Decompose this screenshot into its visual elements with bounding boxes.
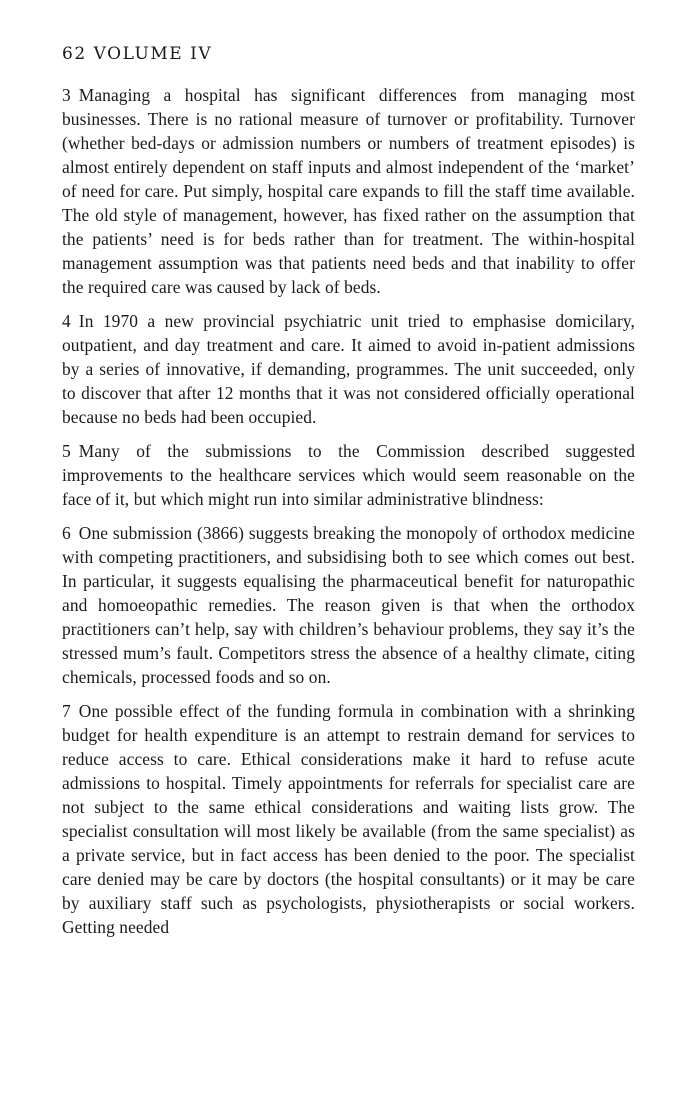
page-number: 62: [62, 44, 87, 64]
paragraph-text: Managing a hospital has significant differences from managing most businesses. There is no rational measure of turnover or profitability. Turnover (whether bed-days or admission numbers or numbers of treatment episodes) is almost entirely dependent on staff inputs and almost independent of the ‘market’ of need for care. Put simply, hospital care expands to fill the staff time available. The old style of management, however, has fixed rather on the assumption that the patients’ need is for beds rather than for treatment. The within-hospital management assumption was that patients need beds and that inability to offer the required care was caused by lack of beds.: [62, 85, 635, 298]
paragraph-text: Many of the submissions to the Commission described suggested improvements to the healthcare services which would seem reasonable on the face of it, but which might run into similar administrative blindness:: [62, 441, 635, 510]
paragraph-6: [62, 521, 635, 689]
paragraph-number: 3: [62, 85, 71, 106]
volume-title: VOLUME IV: [93, 44, 213, 64]
paragraph-number: 5: [62, 441, 71, 462]
paragraph-text: One submission (3866) suggests breaking the monopoly of orthodox medicine with competing practitioners, and subsidising both to see which comes out best. In particular, it suggests equalising the pharmaceutical benefit for naturopathic and homoeopathic remedies. The reason given is that when the orthodox practitioners can’t help, say with children’s behaviour problems, they say it’s the stressed mum’s fault. Competitors stress the absence of a healthy climate, citing chemicals, processed foods and so on.: [62, 523, 635, 688]
paragraph-4: [62, 309, 635, 429]
document-page: [62, 44, 635, 949]
paragraph-number: 4: [62, 311, 71, 332]
paragraph-number: 6: [62, 523, 71, 544]
paragraph-text: In 1970 a new provincial psychiatric unit tried to emphasise domicilary, outpatient, and day treatment and care. It aimed to avoid in-patient admissions by a series of innovative, if demanding, programmes. The unit succeeded, only to discover that after 12 months that it was not considered officially operational because no beds had been occupied.: [62, 311, 635, 428]
running-head: [62, 44, 635, 64]
paragraph-5: [62, 439, 635, 511]
paragraph-text: One possible effect of the funding formula in combination with a shrinking budget for health expenditure is an attempt to restrain demand for services to reduce access to care. Ethical considerations make it hard to refuse acute admissions to hospital. Timely appointments for referrals for specialist care are not subject to the same ethical considerations and waiting lists grow. The specialist consultation will most likely be available (from the same specialist) as a private service, but in fact access has been denied to the poor. The specialist care denied may be care by doctors (the hospital consultants) or it may be care by auxiliary staff such as psychologists, physiotherapists or social workers. Getting needed: [62, 701, 635, 938]
paragraph-3: [62, 83, 635, 299]
paragraph-7: [62, 699, 635, 939]
paragraph-number: 7: [62, 701, 71, 722]
